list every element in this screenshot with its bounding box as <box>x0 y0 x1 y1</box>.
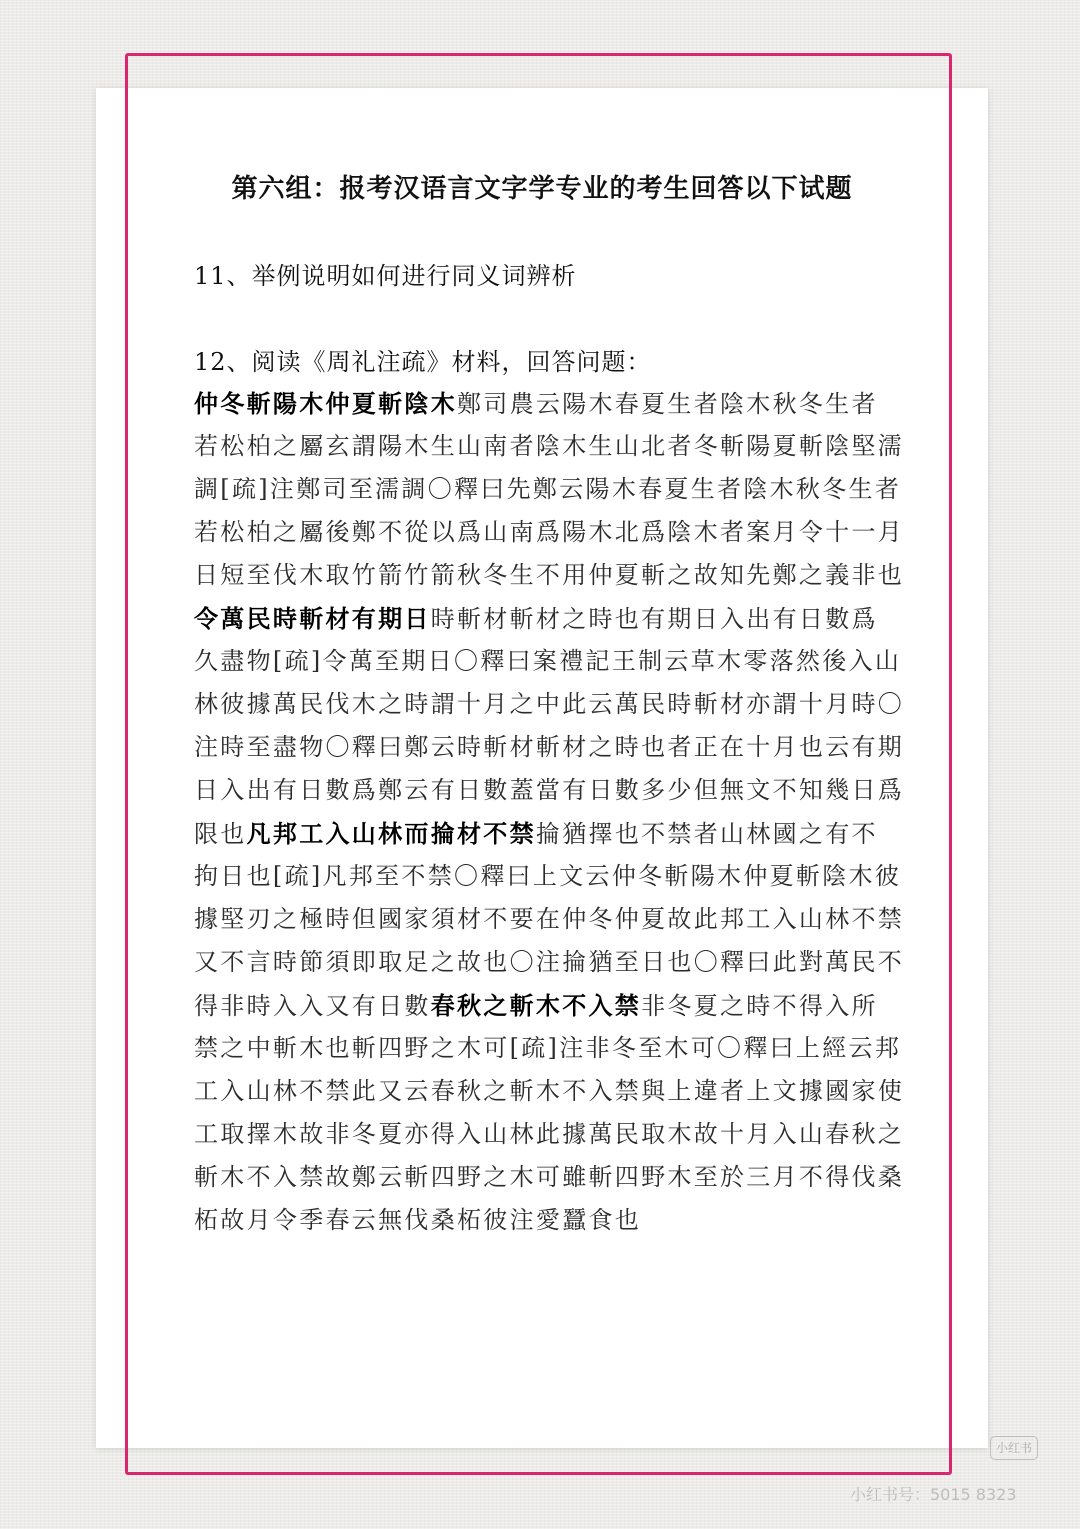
passage-line <box>194 425 905 468</box>
passage-line <box>194 1156 905 1199</box>
commentary-text-segment: 禁之中斬木也斬四野之木可[疏]注非冬至木可〇釋曰上經云邦 <box>194 1034 902 1062</box>
commentary-text-segment: 拘日也[疏]凡邦至不禁〇釋曰上文云仲冬斬陽木仲夏斬陰木彼 <box>194 862 902 890</box>
passage-line <box>194 1070 905 1113</box>
passage-line <box>194 511 905 554</box>
classical-passage <box>194 382 905 1242</box>
passage-line <box>194 1199 894 1242</box>
passage-line <box>194 1113 905 1156</box>
commentary-text-segment: 調[疏]注鄭司至濡調〇釋曰先鄭云陽木春夏生者陰木秋冬生者 <box>194 475 902 503</box>
passage-line <box>194 726 905 769</box>
passage-line <box>194 984 894 1027</box>
commentary-text-segment: 柘故月令季春云無伐桑柘彼注愛蠶食也 <box>194 1206 642 1234</box>
commentary-text-segment: 非冬夏之時不得入所 <box>641 992 878 1020</box>
passage-line <box>194 769 905 812</box>
commentary-text-segment: 斬木不入禁故鄭云斬四野之木可雖斬四野木至於三月不得伐桑 <box>194 1163 905 1191</box>
commentary-text-segment: 若松柏之屬玄謂陽木生山南者陰木生山北者冬斬陽夏斬陰堅濡 <box>194 432 905 460</box>
commentary-text-segment: 時斬材斬材之時也有期日入出有日數爲 <box>430 605 878 633</box>
passage-line <box>194 941 905 984</box>
commentary-text-segment: 據堅刃之極時但國家須材不要在仲冬仲夏故此邦工入山林不禁 <box>194 905 905 933</box>
section-heading: 第六组：报考汉语言文字学专业的考生回答以下试题 <box>231 174 853 204</box>
passage-line <box>194 554 905 597</box>
commentary-text-segment: 工入山林不禁此又云春秋之斬木不入禁與上違者上文據國家使 <box>194 1077 905 1105</box>
passage-line <box>194 597 894 640</box>
commentary-text-segment: 又不言時節須即取足之故也〇注掄猶至日也〇釋曰此對萬民不 <box>194 948 905 976</box>
account-id-watermark: 小红书号：5015 8323 <box>850 1485 1017 1504</box>
commentary-text-segment: 得非時入入又有日數 <box>194 992 431 1020</box>
passage-line <box>194 855 902 898</box>
commentary-text-segment: 注時至盡物〇釋曰鄭云時斬材斬材之時也者正在十月也云有期 <box>194 733 905 761</box>
commentary-text-segment: 鄭司農云陽木春夏生者陰木秋冬生者 <box>457 390 878 418</box>
passage-line <box>194 640 902 683</box>
main-text-segment: 春秋之斬木不入禁 <box>430 991 642 1020</box>
passage-line <box>194 812 894 855</box>
main-text-segment: 令萬民時斬材有期日 <box>194 604 431 633</box>
commentary-text-segment: 久盡物[疏]令萬至期日〇釋曰案禮記王制云草木零落然後入山 <box>194 647 902 675</box>
commentary-text-segment: 若松柏之屬後鄭不從以爲山南爲陽木北爲陰木者案月令十一月 <box>194 518 905 546</box>
main-text-segment: 仲冬斬陽木仲夏斬陰木 <box>194 389 457 418</box>
passage-line <box>194 683 905 726</box>
commentary-text-segment: 日入出有日數爲鄭云有日數蓋當有日數多少但無文不知幾日爲 <box>194 776 905 804</box>
commentary-text-segment: 工取擇木故非冬夏亦得入山林此據萬民取木故十月入山春秋之 <box>194 1120 905 1148</box>
passage-line <box>194 1027 902 1070</box>
passage-line <box>194 382 894 425</box>
commentary-text-segment: 掄猶擇也不禁者山林國之有不 <box>535 820 878 848</box>
main-text-segment: 凡邦工入山林而掄材不禁 <box>246 819 536 848</box>
passage-line <box>194 468 902 511</box>
commentary-text-segment: 限也 <box>194 820 247 848</box>
commentary-text-segment: 日短至伐木取竹箭竹箭秋冬生不用仲夏斬之故知先鄭之義非也 <box>194 561 905 589</box>
commentary-text-segment: 林彼據萬民伐木之時謂十月之中此云萬民時斬材亦謂十月時〇 <box>194 690 905 718</box>
question-12: 12、阅读《周礼注疏》材料，回答问题： <box>194 348 652 376</box>
xiaohongshu-logo-watermark: 小红书 <box>990 1436 1038 1460</box>
passage-line <box>194 898 905 941</box>
question-11: 11、举例说明如何进行同义词辨析 <box>194 262 577 290</box>
